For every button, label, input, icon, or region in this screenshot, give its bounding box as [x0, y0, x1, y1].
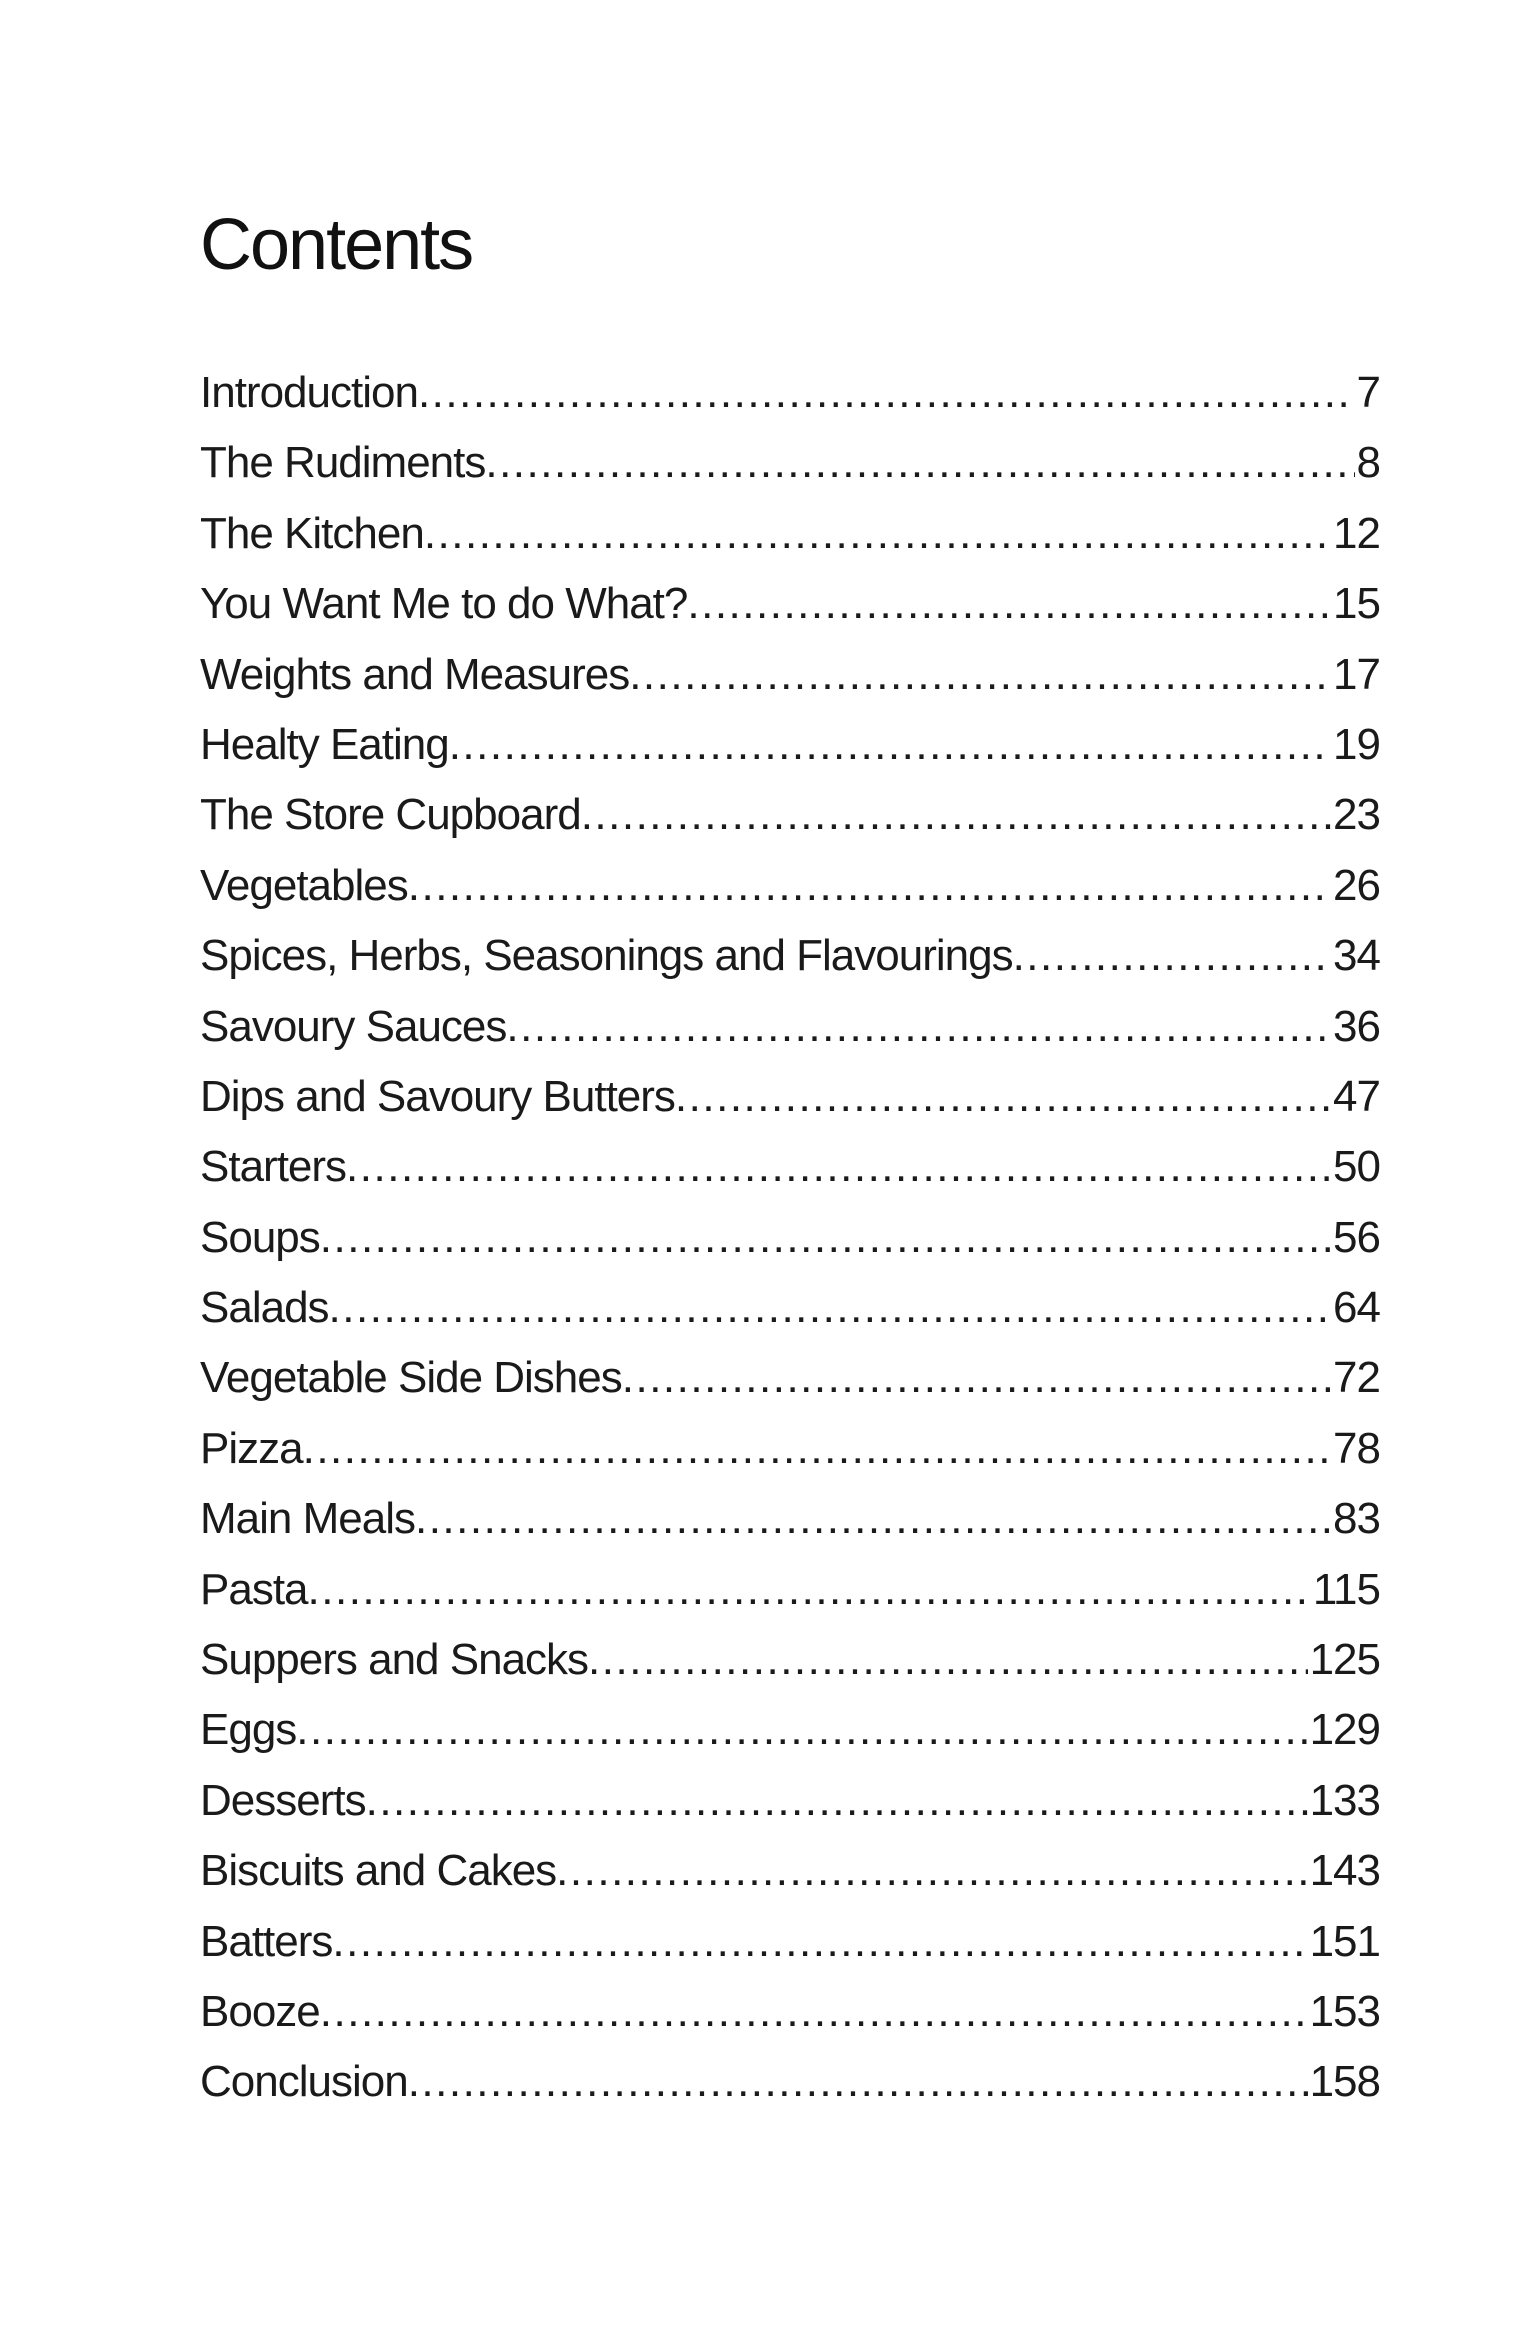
- toc-entry-label: Soups: [200, 1212, 320, 1262]
- toc-entry-batters[interactable]: [200, 1907, 1380, 1977]
- toc-entry-page-number: 78: [1333, 1423, 1380, 1473]
- toc-entry-page-number: 64: [1333, 1283, 1380, 1333]
- toc-entry-page-number: 50: [1333, 1142, 1380, 1192]
- toc-entry-label: Suppers and Snacks: [200, 1635, 589, 1685]
- toc-entry-page-number: 125: [1309, 1635, 1380, 1685]
- toc-dot-leader: [588, 1625, 1308, 1695]
- toc-entry-label: Main Meals: [200, 1494, 415, 1544]
- toc-entry-suppers-and-snacks[interactable]: [200, 1625, 1380, 1695]
- table-of-contents: [200, 358, 1380, 2118]
- toc-entry-you-want-me-to-do-what[interactable]: [200, 569, 1380, 639]
- toc-dot-leader: [485, 428, 1354, 498]
- toc-entry-soups[interactable]: [200, 1203, 1380, 1273]
- toc-entry-spices-herbs-seasonings-flavourings[interactable]: [200, 921, 1380, 991]
- toc-dot-leader: [506, 992, 1331, 1062]
- toc-entry-vegetable-side-dishes[interactable]: [200, 1343, 1380, 1413]
- toc-entry-label: Vegetable Side Dishes: [200, 1353, 622, 1403]
- toc-entry-label: Eggs: [200, 1705, 297, 1755]
- toc-entry-label: Savoury Sauces: [200, 1001, 507, 1051]
- toc-entry-label: Desserts: [200, 1775, 366, 1825]
- toc-dot-leader: [449, 710, 1331, 780]
- toc-dot-leader: [415, 1484, 1331, 1554]
- toc-dot-leader: [329, 1273, 1332, 1343]
- toc-entry-page-number: 129: [1309, 1705, 1380, 1755]
- toc-dot-leader: [556, 1836, 1307, 1906]
- toc-entry-page-number: 72: [1333, 1353, 1380, 1403]
- toc-entry-label: Dips and Savoury Butters: [200, 1071, 675, 1121]
- toc-dot-leader: [366, 1766, 1308, 1836]
- toc-entry-page-number: 7: [1356, 368, 1380, 417]
- toc-dot-leader: [424, 499, 1331, 569]
- toc-entry-the-rudiments[interactable]: [200, 428, 1380, 498]
- toc-entry-page-number: 36: [1333, 1001, 1380, 1051]
- toc-entry-page-number: 151: [1309, 1916, 1380, 1966]
- toc-entry-page-number: 17: [1333, 649, 1380, 699]
- toc-entry-label: Biscuits and Cakes: [200, 1846, 557, 1896]
- toc-entry-label: Healty Eating: [200, 719, 449, 769]
- toc-entry-eggs[interactable]: [200, 1695, 1380, 1765]
- toc-entry-page-number: 26: [1333, 860, 1380, 910]
- toc-entry-the-kitchen[interactable]: [200, 499, 1380, 569]
- toc-dot-leader: [408, 2047, 1308, 2117]
- toc-entry-label: Conclusion: [200, 2057, 408, 2107]
- toc-entry-page-number: 23: [1333, 790, 1380, 840]
- toc-entry-page-number: 143: [1309, 1846, 1380, 1896]
- toc-entry-label: Pizza: [200, 1423, 303, 1473]
- toc-entry-healty-eating[interactable]: [200, 710, 1380, 780]
- toc-dot-leader: [320, 1977, 1308, 2047]
- toc-entry-booze[interactable]: [200, 1977, 1380, 2047]
- toc-entry-pizza[interactable]: [200, 1414, 1380, 1484]
- toc-entry-page-number: 115: [1312, 1564, 1380, 1614]
- toc-entry-biscuits-and-cakes[interactable]: [200, 1836, 1380, 1906]
- toc-entry-label: Introduction: [200, 368, 418, 417]
- toc-entry-conclusion[interactable]: [200, 2047, 1380, 2117]
- toc-entry-page-number: 8: [1356, 438, 1380, 488]
- toc-dot-leader: [622, 1343, 1331, 1413]
- toc-entry-main-meals[interactable]: [200, 1484, 1380, 1554]
- toc-entry-label: Pasta: [200, 1564, 308, 1614]
- toc-entry-label: Spices, Herbs, Seasonings and Flavourings: [200, 931, 1013, 981]
- toc-dot-leader: [296, 1695, 1307, 1765]
- toc-entry-desserts[interactable]: [200, 1766, 1380, 1836]
- toc-entry-label: Weights and Measures: [200, 649, 630, 699]
- toc-entry-label: Starters: [200, 1142, 347, 1192]
- toc-dot-leader: [346, 1132, 1331, 1202]
- toc-dot-leader: [332, 1907, 1307, 1977]
- toc-entry-page-number: 15: [1333, 579, 1380, 629]
- toc-dot-leader: [687, 569, 1331, 639]
- toc-entry-page-number: 153: [1309, 1986, 1380, 2036]
- toc-dot-leader: [408, 851, 1331, 921]
- toc-entry-salads[interactable]: [200, 1273, 1380, 1343]
- toc-entry-page-number: 56: [1333, 1212, 1380, 1262]
- toc-entry-page-number: 12: [1333, 508, 1380, 558]
- toc-entry-the-store-cupboard[interactable]: [200, 780, 1380, 850]
- toc-entry-pasta[interactable]: [200, 1555, 1380, 1625]
- toc-entry-label: The Store Cupboard: [200, 790, 581, 840]
- toc-entry-page-number: 133: [1309, 1775, 1380, 1825]
- toc-entry-introduction[interactable]: [200, 358, 1380, 428]
- toc-dot-leader: [320, 1203, 1331, 1273]
- toc-entry-vegetables[interactable]: [200, 851, 1380, 921]
- toc-entry-page-number: 19: [1333, 719, 1380, 769]
- toc-entry-starters[interactable]: [200, 1132, 1380, 1202]
- toc-dot-leader: [1013, 921, 1331, 991]
- toc-entry-label: The Rudiments: [200, 438, 486, 488]
- toc-entry-weights-and-measures[interactable]: [200, 640, 1380, 710]
- toc-dot-leader: [675, 1062, 1331, 1132]
- toc-dot-leader: [418, 358, 1355, 428]
- toc-entry-label: Batters: [200, 1916, 333, 1966]
- toc-entry-label: You Want Me to do What?: [200, 579, 688, 629]
- toc-dot-leader: [303, 1414, 1331, 1484]
- toc-dot-leader: [581, 780, 1331, 850]
- toc-entry-dips-and-savoury-butters[interactable]: [200, 1062, 1380, 1132]
- toc-entry-page-number: 158: [1309, 2057, 1380, 2107]
- toc-entry-page-number: 83: [1333, 1494, 1380, 1544]
- toc-entry-label: Vegetables: [200, 860, 408, 910]
- toc-entry-savoury-sauces[interactable]: [200, 992, 1380, 1062]
- toc-dot-leader: [629, 640, 1331, 710]
- toc-entry-page-number: 34: [1333, 931, 1380, 981]
- toc-entry-label: Salads: [200, 1283, 329, 1333]
- toc-entry-label: The Kitchen: [200, 508, 424, 558]
- toc-dot-leader: [308, 1555, 1311, 1625]
- toc-entry-label: Booze: [200, 1986, 320, 2036]
- toc-entry-page-number: 47: [1333, 1071, 1380, 1121]
- page-title: Contents: [200, 205, 473, 285]
